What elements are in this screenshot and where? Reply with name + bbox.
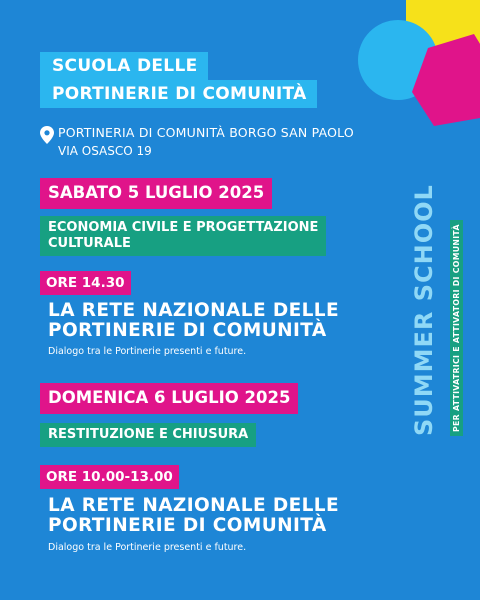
day1-date-badge: SABATO 5 LUGLIO 2025	[40, 178, 272, 209]
day1-session-description: Dialogo tra le Portinerie presenti e future.	[48, 346, 247, 357]
location-block	[40, 124, 354, 160]
day2-theme-badge: RESTITUZIONE E CHIUSURA	[40, 423, 256, 447]
title-line-1: SCUOLA DELLE	[40, 52, 208, 80]
day2-date-badge: DOMENICA 6 LUGLIO 2025	[40, 383, 298, 414]
title-line-2: PORTINERIE DI COMUNITÀ	[40, 80, 317, 108]
summer-school-vertical-subtitle: PER ATTIVATRICI E ATTIVATORI DI COMUNITÀ	[450, 220, 463, 436]
day1-session-title	[48, 301, 339, 341]
day1-session-title-line-2: PORTINERIE DI COMUNITÀ	[48, 320, 327, 341]
school-title	[40, 52, 317, 108]
day1-theme-line-2: CULTURALE	[48, 236, 131, 251]
day1-theme-line-1: ECONOMIA CIVILE E PROGETTAZIONE	[48, 220, 319, 235]
summer-school-vertical-title: SUMMER SCHOOL	[410, 184, 438, 436]
day1-session-title-line-1: LA RETE NAZIONALE DELLE	[48, 300, 340, 321]
day2-time-badge: ORE 10.00-13.00	[40, 465, 179, 489]
decorative-shapes	[356, 0, 480, 130]
day2-session-title-line-2: PORTINERIE DI COMUNITÀ	[48, 515, 327, 536]
map-pin-icon	[40, 126, 54, 144]
day2-session-title	[48, 496, 339, 536]
day1-time-badge: ORE 14.30	[40, 271, 131, 295]
venue-address: VIA OSASCO 19	[58, 144, 152, 158]
day1-theme-badge	[40, 216, 326, 256]
venue-name: PORTINERIA DI COMUNITÀ BORGO SAN PAOLO	[58, 125, 354, 140]
day2-session-title-line-1: LA RETE NAZIONALE DELLE	[48, 495, 340, 516]
day2-session-description: Dialogo tra le Portinerie presenti e future.	[48, 542, 247, 553]
